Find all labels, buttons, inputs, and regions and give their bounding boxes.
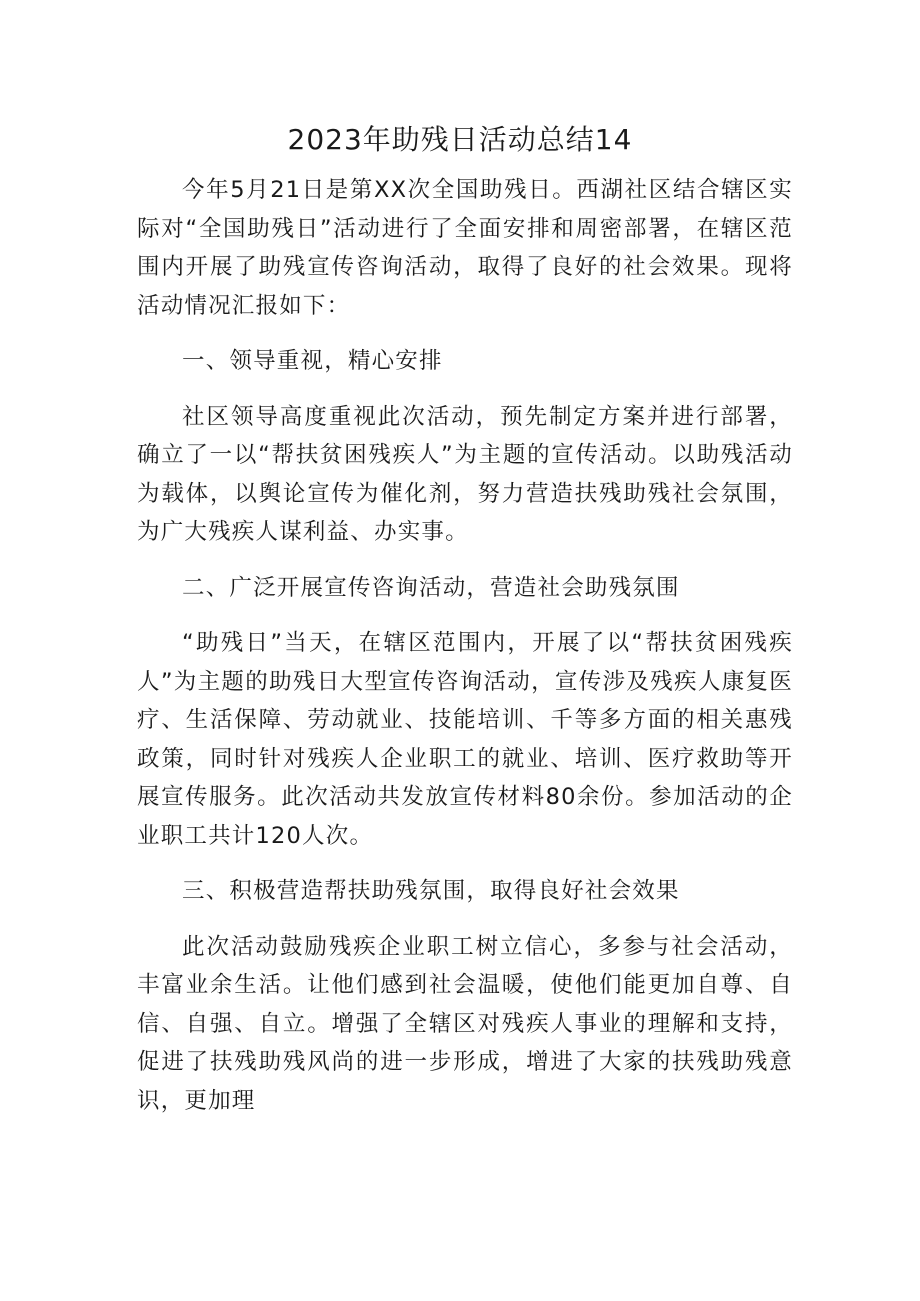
section-heading-3: 三、积极营造帮扶助残氛围，取得良好社会效果 (182, 878, 680, 904)
paragraph-section-2: “助残日”当天，在辖区范围内，开展了以“帮扶贫困残疾人”为主题的助残日大型宣传咨询活动，宣传涉及残疾人康复医疗、生活保障、劳动就业、技能培训、千等多方面的相关惠残政策，同时针对残疾人企业职工的就业、培训、医疗救助等开展宣传服务。此次活动共发放宣传材料80余份。参加活动的企业职工共计120人次。 (137, 630, 793, 849)
document-body (137, 171, 793, 1120)
paragraph-section-1: 社区领导高度重视此次活动，预先制定方案并进行部署，确立了一以“帮扶贫困残疾人”为主题的宣传活动。以助残活动为载体，以舆论宣传为催化剂，努力营造扶残助残社会氛围，为广大残疾人谋利益、办实事。 (137, 403, 793, 545)
paragraph-section-3: 此次活动鼓励残疾企业职工树立信心，多参与社会活动，丰富业余生活。让他们感到社会温暖，使他们能更加自尊、自信、自强、自立。增强了全辖区对残疾人事业的理解和支持，促进了扶残助残风尚的进一步形成，增进了大家的扶残助残意识，更加理 (137, 933, 793, 1114)
document-title: 2023年助残日活动总结14 (287, 123, 633, 156)
section-heading-2: 二、广泛开展宣传咨询活动，营造社会助残氛围 (182, 574, 680, 601)
section-heading-1: 一、领导重视，精心安排 (182, 348, 443, 374)
paragraph-intro: 今年5月21日是第XX次全国助残日。西湖社区结合辖区实际对“全国助残日”活动进行了全面安排和周密部署，在辖区范围内开展了助残宣传咨询活动，取得了良好的社会效果。现将活动情况汇报如下： (137, 177, 793, 319)
